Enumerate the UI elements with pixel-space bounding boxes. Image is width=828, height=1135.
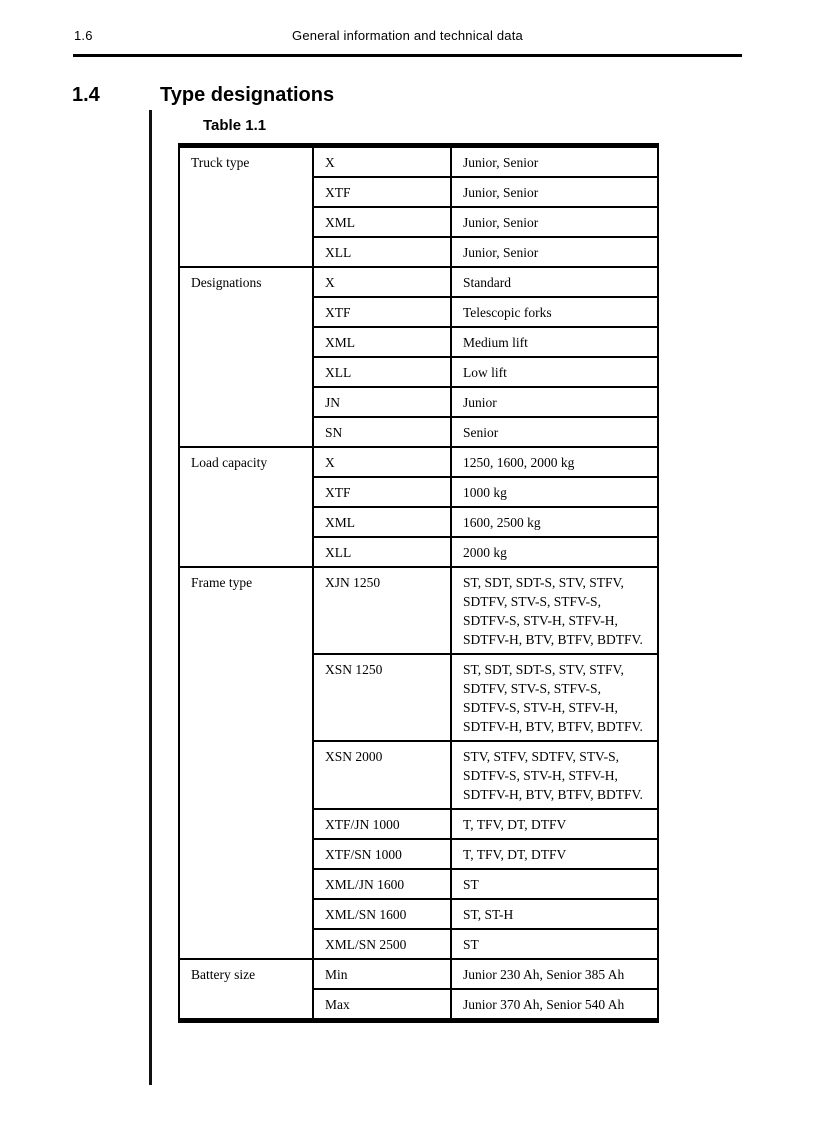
value-cell: Low lift xyxy=(451,357,658,387)
group-label-cell: Load capacity xyxy=(179,447,313,567)
code-cell: XML/SN 2500 xyxy=(313,929,451,959)
table-container xyxy=(178,143,659,1023)
code-cell: XJN 1250 xyxy=(313,567,451,654)
value-cell: Junior 370 Ah, Senior 540 Ah xyxy=(451,989,658,1021)
header-page-number: 1.6 xyxy=(74,28,93,43)
value-cell: STV, STFV, SDTFV, STV-S, SDTFV-S, STV-H, STFV-H, SDTFV-H, BTV, BTFV, BDTFV. xyxy=(451,741,658,809)
header-title: General information and technical data xyxy=(292,28,523,43)
code-cell: XML xyxy=(313,507,451,537)
value-cell: 1000 kg xyxy=(451,477,658,507)
value-cell: 2000 kg xyxy=(451,537,658,567)
code-cell: XLL xyxy=(313,537,451,567)
section-title: Type designations xyxy=(160,84,335,106)
group-label-cell: Designations xyxy=(179,267,313,447)
code-cell: X xyxy=(313,447,451,477)
value-cell: 1600, 2500 kg xyxy=(451,507,658,537)
table-row xyxy=(179,447,658,477)
value-cell: Telescopic forks xyxy=(451,297,658,327)
table-row xyxy=(179,146,658,178)
value-cell: T, TFV, DT, DTFV xyxy=(451,809,658,839)
table-row xyxy=(179,959,658,989)
value-cell: ST xyxy=(451,929,658,959)
code-cell: SN xyxy=(313,417,451,447)
code-cell: XML/JN 1600 xyxy=(313,869,451,899)
code-cell: XML xyxy=(313,207,451,237)
code-cell: XTF xyxy=(313,297,451,327)
table-row xyxy=(179,267,658,297)
code-cell: XML/SN 1600 xyxy=(313,899,451,929)
group-label-cell: Battery size xyxy=(179,959,313,1021)
code-cell: X xyxy=(313,146,451,178)
code-cell: XML xyxy=(313,327,451,357)
value-cell: Junior, Senior xyxy=(451,237,658,267)
value-cell: ST, SDT, SDT-S, STV, STFV, SDTFV, STV-S, STFV-S, SDTFV-S, STV-H, STFV-H, SDTFV-H, BTV, BTFV, BDTFV. xyxy=(451,567,658,654)
table-caption: Table 1.1 xyxy=(203,117,267,134)
value-cell: T, TFV, DT, DTFV xyxy=(451,839,658,869)
type-designations-table xyxy=(178,143,659,1023)
code-cell: XTF/JN 1000 xyxy=(313,809,451,839)
code-cell: XTF xyxy=(313,477,451,507)
value-cell: ST xyxy=(451,869,658,899)
table-row xyxy=(179,567,658,654)
content-vertical-rule xyxy=(149,110,152,1085)
header-rule xyxy=(73,54,742,57)
value-cell: Junior, Senior xyxy=(451,177,658,207)
code-cell: X xyxy=(313,267,451,297)
value-cell: Junior, Senior xyxy=(451,146,658,178)
value-cell: Junior 230 Ah, Senior 385 Ah xyxy=(451,959,658,989)
code-cell: Min xyxy=(313,959,451,989)
code-cell: XSN 2000 xyxy=(313,741,451,809)
code-cell: Max xyxy=(313,989,451,1021)
code-cell: JN xyxy=(313,387,451,417)
value-cell: ST, SDT, SDT-S, STV, STFV, SDTFV, STV-S, STFV-S, SDTFV-S, STV-H, STFV-H, SDTFV-H, BTV, BTFV, BDTFV. xyxy=(451,654,658,741)
code-cell: XLL xyxy=(313,357,451,387)
section-number: 1.4 xyxy=(72,84,100,106)
group-label-cell: Frame type xyxy=(179,567,313,959)
value-cell: Junior, Senior xyxy=(451,207,658,237)
value-cell: ST, ST-H xyxy=(451,899,658,929)
value-cell: Senior xyxy=(451,417,658,447)
code-cell: XSN 1250 xyxy=(313,654,451,741)
group-label-cell: Truck type xyxy=(179,146,313,268)
value-cell: Standard xyxy=(451,267,658,297)
value-cell: Medium lift xyxy=(451,327,658,357)
value-cell: Junior xyxy=(451,387,658,417)
code-cell: XTF/SN 1000 xyxy=(313,839,451,869)
code-cell: XTF xyxy=(313,177,451,207)
code-cell: XLL xyxy=(313,237,451,267)
value-cell: 1250, 1600, 2000 kg xyxy=(451,447,658,477)
